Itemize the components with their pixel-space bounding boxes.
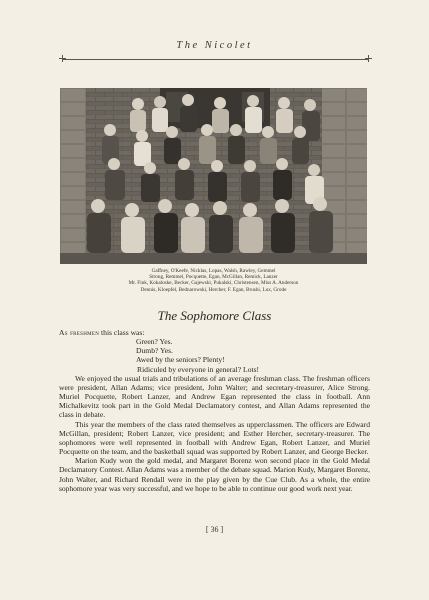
caption-line: Gaffney, O'Keefe, Nicklas, Lopas, Walsh, Rawley, Gemmel bbox=[151, 268, 276, 274]
paragraph: We enjoyed the usual trials and tribulations of an average freshman class. The freshman officers were president, Allan Adams; vice president, John Walter; and secretary-treasurer, Alice Strong. Muriel Pocquette, Robert Lanzer, and Andrew Egan represented the class in football. Ann Michalkevitz took part in the Gold Medal Declamatory contest, and Allan Adams represented the class in debate. bbox=[59, 373, 370, 420]
intro-line bbox=[59, 328, 370, 337]
page-number: [ 36 ] bbox=[205, 525, 224, 534]
photo-caption bbox=[60, 268, 367, 293]
intro-rest: this class was: bbox=[99, 328, 145, 337]
verse-line: Green? Yes. bbox=[136, 337, 173, 347]
section-title: The Sophomore Class bbox=[157, 308, 272, 323]
rule-ornament-right bbox=[365, 55, 372, 62]
verse-block bbox=[136, 337, 370, 374]
caption-line: Strong, Remmel, Pocquette, Egan, McGillan, Remick, Lanzer bbox=[149, 274, 278, 281]
intro-smallcaps: As freshmen bbox=[59, 328, 100, 337]
running-head: The Nicolet bbox=[176, 40, 253, 51]
verse-line: Ridiculed by everyone in general? Lots! bbox=[137, 364, 260, 374]
caption-line: Mr. Fink, Kokaloske, Becker, Gajewski, Pukalski, Christensen, Miss A. Anderson bbox=[128, 280, 299, 287]
header-rule bbox=[62, 59, 369, 60]
rule-ornament-left bbox=[59, 55, 66, 62]
paragraph: This year the members of the class rated themselves as upperclassmen. The officers are Edward McGillan, president; Robert Lanzer, vice president; and Esther Hercher, secretary-treasurer. The sophomores were well represented in football with Andrew Egan, Robert Lanzer, and Muriel Pocquette on the team, and the basketball squad was supported by Robert Lanzer, and George Becker. bbox=[59, 419, 370, 457]
verse-line: Awed by the seniors? Plenty! bbox=[136, 355, 225, 365]
paragraph: Marion Kudy won the gold medal, and Margaret Borenz won second place in the Gold Medal Declamatory Contest. Allan Adams was a member of the debate squad. Marion Kudy, Margaret Borenz, John Walter, and Richard Rendall were in the play given by the Cue Club. As a whole, the entire sophomore year was very successful, and we hope to be able to continue our good work next year. bbox=[59, 456, 370, 493]
verse-line: Dumb? Yes. bbox=[136, 346, 173, 356]
article-body bbox=[59, 328, 370, 493]
class-group-photo bbox=[60, 88, 367, 264]
caption-line: Dennis, Kloepfel, Bednarowski, Hercher, F. Egan, Brushi, Lux, Grode bbox=[140, 286, 287, 293]
